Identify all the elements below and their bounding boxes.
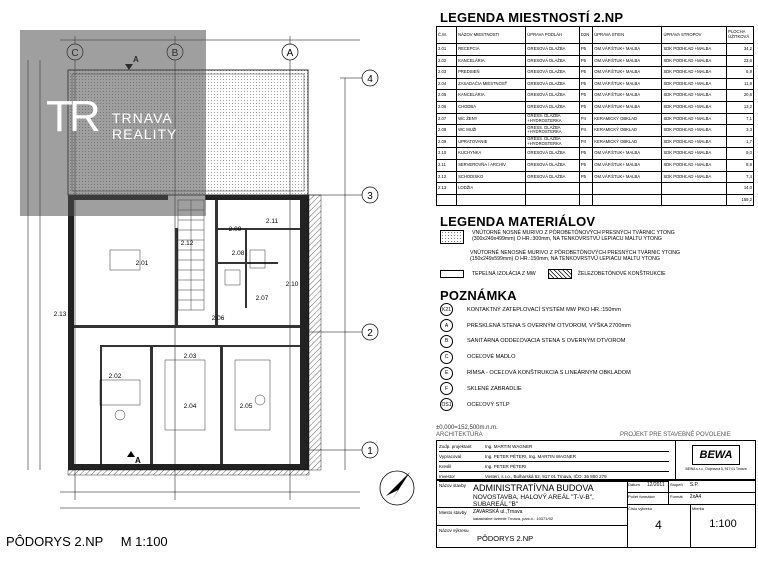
table-cell: OM.VÁP.ŠTUK+ MALBA xyxy=(593,44,662,56)
table-cell: KANCELÁRIA xyxy=(457,90,526,102)
note-symbol: C xyxy=(440,351,453,364)
room-label: 2.13 xyxy=(53,311,67,318)
table-cell: 2.04 xyxy=(437,78,457,90)
table-cell: GRESOVÁ DLAŽBA xyxy=(526,159,580,171)
table-cell: 20,6 xyxy=(727,90,754,102)
table-row xyxy=(437,101,754,113)
table-cell: GRESOVÁ DLAŽBA xyxy=(526,90,580,102)
table-cell: 8,9 xyxy=(727,159,754,171)
grid-label: 4 xyxy=(367,74,373,85)
plan-scale: M 1:100 xyxy=(120,534,168,549)
concrete-icon xyxy=(548,269,572,279)
table-cell: 3,3 xyxy=(727,125,754,137)
material-legend-title: LEGENDA MATERIÁLOV xyxy=(440,214,596,229)
table-cell: GRESS. DLAŽBA +HYDROSTERKA xyxy=(526,136,580,148)
material-item: VNÚTORNÉ NOSNÉ MURIVO Z PÓROBETÓNOVÝCH PRESNÝCH TVÁRNIC YTONG (300x249x499mm) O HR.:300mm, NA TENKOVRSTVÚ LEPIACU MALTU YTONG xyxy=(440,230,750,244)
section-mark: A xyxy=(135,456,141,465)
note-item xyxy=(440,334,750,350)
table-cell: SDK PODHĽAD +MALBA xyxy=(662,113,727,125)
table-cell: P5 xyxy=(579,67,592,79)
table-row xyxy=(437,148,754,160)
meta-block: Dátum 12/2011 Stupeň S.P. Počet formátov Formát 2xA4 Číslo výkresu 4 Mierka 1:100 xyxy=(627,481,755,547)
table-cell: OM.VÁP.ŠTUK+ MALBA xyxy=(593,171,662,183)
room-label: 2.04 xyxy=(183,403,197,410)
table-cell: GRESOVÁ DLAŽBA xyxy=(526,148,580,160)
table-row xyxy=(437,55,754,67)
table-cell: SERVEROVŇA / ARCHÍV xyxy=(457,159,526,171)
grid-label: 2 xyxy=(367,328,373,339)
note-text: RÍMSA - OCEĽOVÁ KONŠTRUKCIA S LINEÁRNYM OBKLADOM xyxy=(467,370,631,377)
table-cell: P5 xyxy=(579,159,592,171)
plan-title-bar xyxy=(6,534,168,549)
table-cell: RECEPCIA xyxy=(457,44,526,56)
table-cell: 2.03 xyxy=(437,67,457,79)
table-cell: 2.13 xyxy=(437,183,457,195)
table-cell: CHODBA xyxy=(457,101,526,113)
table-cell: GRESOVÁ DLAŽBA xyxy=(526,44,580,56)
room-label: 2.07 xyxy=(255,295,269,302)
table-cell: OM.VÁP.ŠTUK+ MALBA xyxy=(593,55,662,67)
note-item xyxy=(440,302,750,318)
table-cell: 7,4 xyxy=(727,171,754,183)
room-label: 2.03 xyxy=(183,353,197,360)
watermark xyxy=(20,30,206,216)
people-name: Ing. PETER PÉTERI xyxy=(485,464,527,469)
table-cell: 2.08 xyxy=(437,125,457,137)
table-cell: OM.VÁP.ŠTUK+ MALBA xyxy=(593,67,662,79)
project-name: ADMINISTRATÍVNA BUDOVA xyxy=(473,483,594,493)
room-label: 2.11 xyxy=(265,218,279,225)
table-cell: OM.VÁP.ŠTUK+ MALBA xyxy=(593,101,662,113)
material-item: VNÚTORNÉ NENOSNÉ MURIVO Z PÓROBETÓNOVÝCH PRESNÝCH TVÁRNIC YTONG (150x249x599mm) O HR.:150mm, NA TENKOVRSTVÚ LEPIACU MALTU YTONG xyxy=(440,250,750,263)
table-cell: GRESS. DLAŽBA +HYDROSTERKA xyxy=(526,125,580,137)
drawing-name: PÔDORYS 2.NP xyxy=(477,534,534,543)
table-cell: 2.10 xyxy=(437,148,457,160)
table-cell: SDK PODHĽAD +MALBA xyxy=(662,55,727,67)
table-cell: P4 xyxy=(579,136,592,148)
table-cell: P5 xyxy=(579,101,592,113)
discipline: ARCHITEKTÚRA xyxy=(436,432,483,438)
people-role: Zodp. projektant xyxy=(439,444,472,449)
table-cell: P5 xyxy=(579,78,592,90)
people-role: Kreslil xyxy=(439,464,452,469)
company-address: BEWA s.r.o., Dopravná 5, 917 01 Trnava xyxy=(685,467,747,471)
table-cell: 2.05 xyxy=(437,90,457,102)
note-text: OCEĽOVÉ MADLO xyxy=(467,354,516,361)
north-arrow-icon xyxy=(380,471,414,505)
people-name: Ing. PETER PÉTERI, Ing. MARTIN WAGNER xyxy=(485,454,577,459)
note-item xyxy=(440,365,750,381)
table-cell: 2.01 xyxy=(437,44,457,56)
grid-label: A xyxy=(286,48,294,59)
table-cell: 1,7 xyxy=(727,136,754,148)
notes-title: POZNÁMKA xyxy=(440,288,517,303)
people-row xyxy=(439,442,669,452)
material-item: TEPELNÁ IZOLÁCIA Z MW ŽELEZOBETÓNOVÉ KONŠTRUKCIE xyxy=(440,269,750,279)
table-cell: 9,0 xyxy=(727,148,754,160)
note-item xyxy=(440,381,750,397)
grid-label: 3 xyxy=(367,191,373,202)
note-symbol: B xyxy=(440,335,453,348)
table-cell: GRESOVÁ DLAŽBA xyxy=(526,101,580,113)
grid-label: 1 xyxy=(367,446,373,457)
table-cell xyxy=(526,183,580,195)
room-legend-title: LEGENDA MIESTNOSTÍ 2.NP xyxy=(440,10,624,25)
table-cell: 14,0 xyxy=(727,183,754,195)
table-cell: OM.VÁP.ŠTUK+ MALBA xyxy=(593,159,662,171)
blank-icon xyxy=(440,250,462,262)
table-row xyxy=(437,78,754,90)
people-block xyxy=(436,440,756,480)
table-row xyxy=(437,183,754,195)
staircase xyxy=(178,200,204,310)
table-row xyxy=(437,159,754,171)
table-cell: ZASADAČIA MIESTNOSŤ xyxy=(457,78,526,90)
table-cell: P4 xyxy=(579,125,592,137)
note-symbol: F xyxy=(440,382,453,395)
table-row xyxy=(437,67,754,79)
table-row xyxy=(437,90,754,102)
table-cell: PREDSIEŇ xyxy=(457,67,526,79)
table-header-row: Č.M. NÁZOV MIESTNOSTI ÚPRAVA PODLÁH D2N ÚPRAVA STIEN ÚPRAVA STROPOV PLOCHA ÚŽITKOVÁ xyxy=(437,27,754,44)
room-label: 2.06 xyxy=(211,315,225,322)
notes-list xyxy=(440,302,750,413)
note-item xyxy=(440,397,750,413)
table-cell: P4 xyxy=(579,113,592,125)
table-cell: 11,9 xyxy=(727,78,754,90)
note-text: KONTAKTNÝ ZATEPLOVACÍ SYSTÉM MW PKO HR.:150mm xyxy=(467,306,621,313)
table-cell: SDK PODHĽAD +MALBA xyxy=(662,159,727,171)
watermark-line2: REALITY xyxy=(112,126,178,142)
table-total-row xyxy=(437,194,754,206)
room-label: 2.05 xyxy=(239,403,253,410)
note-symbol: K21 xyxy=(440,303,453,316)
table-cell: 34,2 xyxy=(727,44,754,56)
table-cell: SDK PODHĽAD +MALBA xyxy=(662,136,727,148)
room-label: 2.10 xyxy=(285,281,299,288)
note-symbol: OS1 xyxy=(440,398,453,411)
table-cell: SDK PODHĽAD +MALBA xyxy=(662,125,727,137)
table-cell: KERAMICKÝ OBKLAD xyxy=(593,125,662,137)
table-row xyxy=(437,44,754,56)
plan-title: PÔDORYS 2.NP xyxy=(6,534,104,549)
sheet-number: 4 xyxy=(655,518,662,532)
table-total: 159,2 xyxy=(727,194,754,206)
company-logo: BEWA xyxy=(692,445,740,465)
people-name: Vosteri, s.r.o., Bulharská 62, 917 01 Trnava, IČO: 36 800 279 xyxy=(485,474,607,479)
table-cell: OM.VÁP.ŠTUK+ MALBA xyxy=(593,78,662,90)
level-note: ±0,000=152,500m.n.m. xyxy=(436,425,498,431)
table-cell: 2.12 xyxy=(437,171,457,183)
project-sub: NOVOSTAVBA, HALOVÝ AREÁL "T-V-B", SUBAREÁL "B" xyxy=(473,494,594,508)
room-label: 2.09 xyxy=(228,226,242,233)
site-parcel: katastrálne územie Trnava, parc.č.: 10371/92 xyxy=(473,516,554,521)
note-symbol: E xyxy=(440,367,453,380)
table-cell: GRESOVÁ DLAŽBA xyxy=(526,171,580,183)
note-text: PRESKLENÁ STENA S OVERNÝM OTVOROM, VÝŠKA 2700mm xyxy=(467,322,631,329)
table-cell: SDK PODHĽAD +MALBA xyxy=(662,101,727,113)
table-cell xyxy=(579,183,592,195)
table-row xyxy=(437,136,754,148)
people-row xyxy=(439,462,669,472)
table-cell: SDK PODHĽAD +MALBA xyxy=(662,78,727,90)
table-cell: WC MUŽI xyxy=(457,125,526,137)
note-item xyxy=(440,349,750,365)
table-cell: KERAMICKÝ OBKLAD xyxy=(593,136,662,148)
project-block xyxy=(436,480,756,548)
masonry-pattern-icon xyxy=(440,230,464,244)
sheet-scale: 1:100 xyxy=(709,518,737,530)
people-role: Vypracoval xyxy=(439,454,462,459)
table-cell: GRESOVÁ DLAŽBA xyxy=(526,55,580,67)
table-cell: GRESS. DLAŽBA +HYDROSTERKA xyxy=(526,113,580,125)
table-cell: P5 xyxy=(579,55,592,67)
table-cell: P5 xyxy=(579,171,592,183)
table-cell: P5 xyxy=(579,44,592,56)
table-cell: GRESOVÁ DLAŽBA xyxy=(526,67,580,79)
room-label: 2.12 xyxy=(180,240,194,247)
table-cell: SDK PODHĽAD +MALBA xyxy=(662,171,727,183)
outer-walls xyxy=(68,195,309,470)
table-row xyxy=(437,171,754,183)
room-label: 2.01 xyxy=(135,260,149,267)
stage: PROJEKT PRE STAVEBNÉ POVOLENIE xyxy=(620,432,731,438)
table-cell: LODŽIA xyxy=(457,183,526,195)
table-cell: 2.09 xyxy=(437,136,457,148)
table-cell: SCHODISKO xyxy=(457,171,526,183)
site-label: Miesto stavby xyxy=(439,510,467,515)
room-label: 2.08 xyxy=(231,250,245,257)
table-cell: GRESOVÁ DLAŽBA xyxy=(526,78,580,90)
table-cell: 7,1 xyxy=(727,113,754,125)
table-cell: KERAMICKÝ OBKLAD xyxy=(593,113,662,125)
room-label: 2.02 xyxy=(108,373,122,380)
table-cell: KUCHYNKA xyxy=(457,148,526,160)
room-legend-table xyxy=(436,26,754,206)
table-cell: 6,9 xyxy=(727,67,754,79)
table-cell: WC ŽENY xyxy=(457,113,526,125)
insulation-icon xyxy=(440,270,464,278)
company-box xyxy=(675,441,756,479)
table-cell: SDK PODHĽAD +MALBA xyxy=(662,90,727,102)
table-cell xyxy=(593,183,662,195)
people-row xyxy=(439,452,669,462)
table-cell: P5 xyxy=(579,148,592,160)
note-symbol: A xyxy=(440,319,453,332)
watermark-logo: TR xyxy=(46,92,97,141)
table-cell: P5 xyxy=(579,90,592,102)
watermark-line1: TRNAVA xyxy=(112,110,173,126)
table-cell: 2.07 xyxy=(437,113,457,125)
table-cell: SDK PODHĽAD +MALBA xyxy=(662,148,727,160)
table-cell: 23,6 xyxy=(727,55,754,67)
table-cell: 13,2 xyxy=(727,101,754,113)
table-cell: OM.VÁP.ŠTUK+ MALBA xyxy=(593,90,662,102)
project-label: Názov stavby xyxy=(439,483,467,488)
table-cell: 2.06 xyxy=(437,101,457,113)
site: ZAVARSKÁ ul.,Trnava xyxy=(473,509,523,515)
note-item xyxy=(440,318,750,334)
table-cell: SDK PODHĽAD +MALBA xyxy=(662,44,727,56)
table-cell: 2.11 xyxy=(437,159,457,171)
material-legend xyxy=(440,230,750,279)
people-role: Investor xyxy=(439,474,456,479)
table-cell: UPRATOVANIE xyxy=(457,136,526,148)
table-cell: 2.02 xyxy=(437,55,457,67)
table-cell: KANCELÁRIA xyxy=(457,55,526,67)
table-cell xyxy=(662,183,727,195)
table-row xyxy=(437,113,754,125)
table-cell: SDK PODHĽAD +MALBA xyxy=(662,67,727,79)
note-text: SANITÁRNA ODDEĽOVACIA STENA S OVERNÝM OTVOROM xyxy=(467,338,626,345)
table-cell: OM.VÁP.ŠTUK+ MALBA xyxy=(593,148,662,160)
note-text: OCEĽOVÝ STĹP xyxy=(467,401,510,408)
drawing-label: Názov výkresu xyxy=(439,528,469,533)
people-name: Ing. MARTIN WAGNER xyxy=(485,444,533,449)
note-text: SKLENÉ ZÁBRADLIE xyxy=(467,385,522,392)
table-row xyxy=(437,125,754,137)
